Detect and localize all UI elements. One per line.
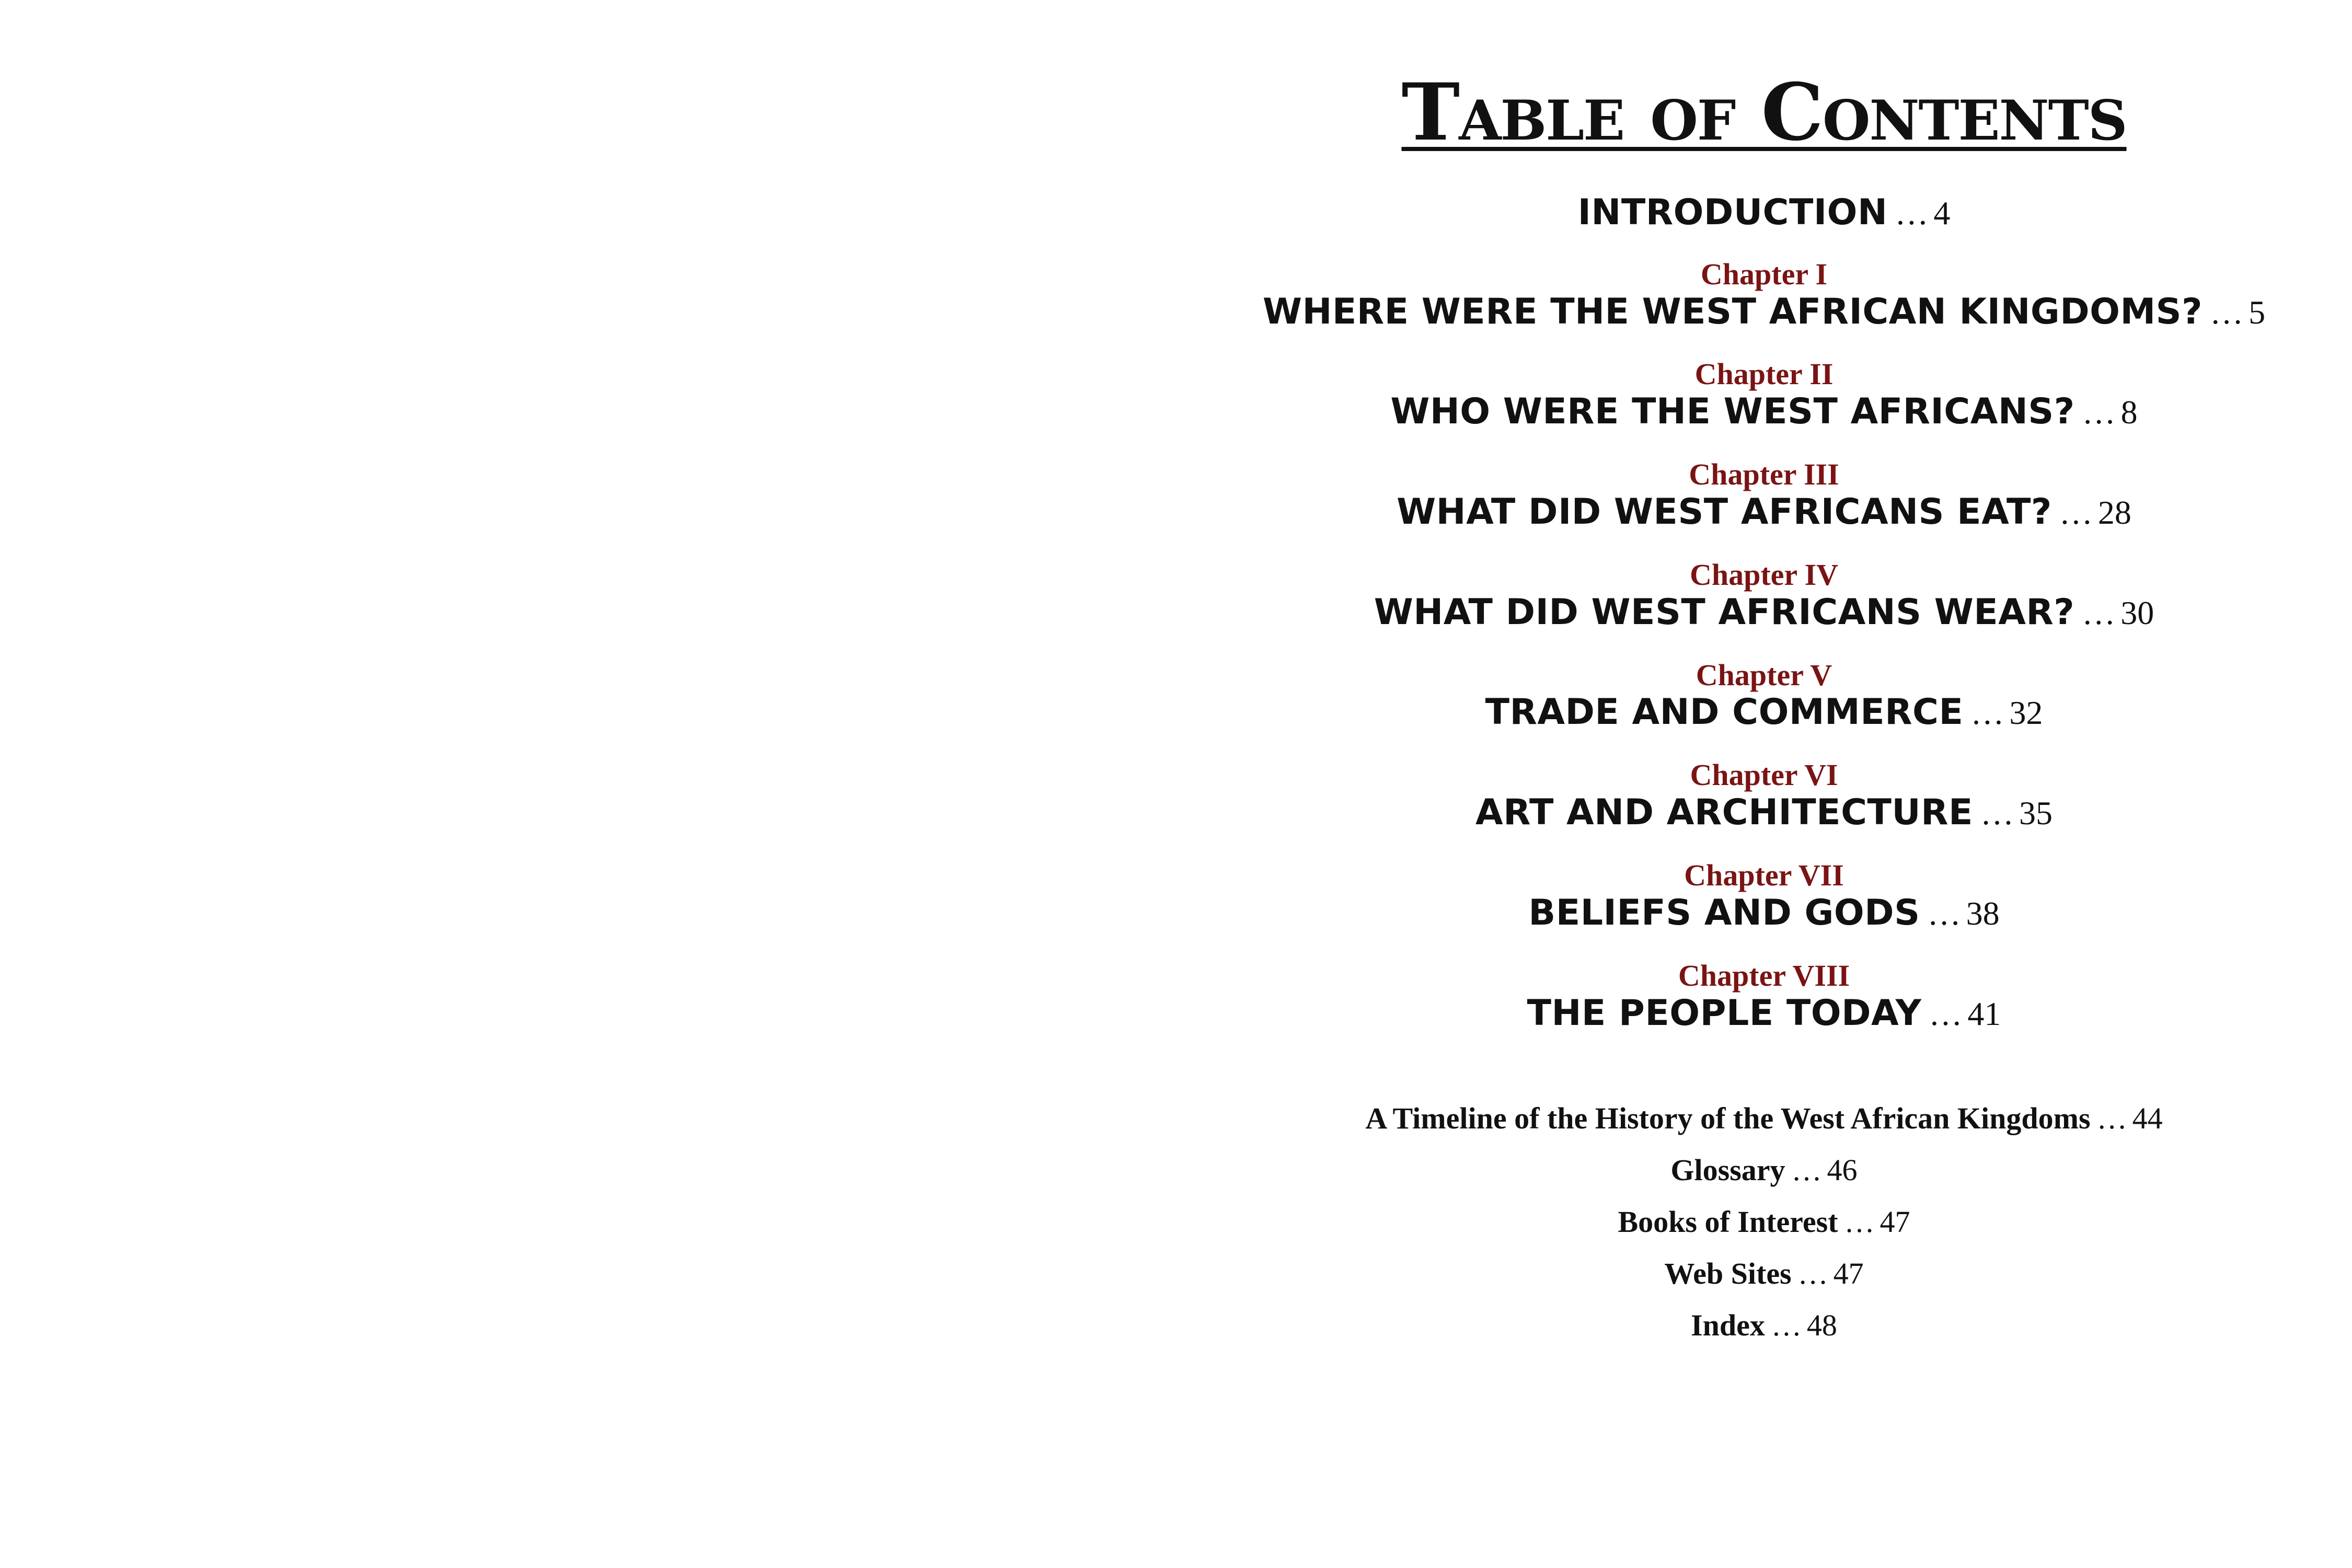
chapter-line bbox=[1527, 994, 2001, 1033]
chapter-label: Chapter IV bbox=[1689, 557, 1839, 592]
chapter-line bbox=[1374, 593, 2154, 632]
chapter-title: THE PEOPLE TODAY bbox=[1527, 992, 1922, 1034]
chapter-line bbox=[1528, 894, 1999, 933]
chapter-title: WHAT DID WEST AFRICANS EAT? bbox=[1397, 491, 2052, 533]
page-number: 44 bbox=[2132, 1101, 2163, 1136]
toc-entry-chapter-8[interactable] bbox=[1527, 960, 2001, 1033]
toc-entry-chapter-6[interactable] bbox=[1475, 759, 2053, 833]
page-number: 38 bbox=[1966, 894, 2000, 932]
table-of-contents bbox=[1176, 66, 2352, 1355]
ellipsis: … bbox=[2096, 1101, 2127, 1136]
page-number: 4 bbox=[1933, 194, 1951, 232]
ellipsis: … bbox=[1927, 894, 1961, 932]
chapter-title: WHO WERE THE WEST AFRICANS? bbox=[1390, 391, 2075, 433]
toc-entry-chapter-7[interactable] bbox=[1528, 860, 1999, 933]
chapter-line bbox=[1397, 493, 2131, 532]
page-number: 30 bbox=[2120, 594, 2154, 631]
toc-entry-introduction[interactable] bbox=[1578, 193, 1951, 233]
page-number: 8 bbox=[2120, 394, 2138, 431]
page-number: 47 bbox=[1880, 1205, 1910, 1239]
toc-entry-chapter-1[interactable] bbox=[1263, 259, 2265, 332]
introduction-title: INTRODUCTION bbox=[1577, 192, 1888, 233]
back-matter-title: Index bbox=[1691, 1308, 1765, 1343]
ellipsis: … bbox=[2210, 293, 2244, 331]
ellipsis: … bbox=[2082, 594, 2116, 631]
page-number: 41 bbox=[1967, 995, 2001, 1032]
chapter-label: Chapter I bbox=[1700, 257, 1828, 291]
toc-entry-books-of-interest[interactable] bbox=[1618, 1200, 1910, 1252]
ellipsis: … bbox=[1844, 1205, 1875, 1239]
ellipsis: … bbox=[1980, 794, 2014, 832]
ellipsis: … bbox=[1929, 995, 1963, 1032]
page-number: 32 bbox=[2009, 694, 2043, 732]
chapter-label: Chapter III bbox=[1689, 457, 1839, 492]
chapter-title: BELIEFS AND GODS bbox=[1528, 892, 1920, 933]
ellipsis: … bbox=[1791, 1153, 1822, 1187]
introduction-line bbox=[1578, 193, 1951, 233]
toc-entry-glossary[interactable] bbox=[1670, 1148, 1857, 1200]
toc-entry-chapter-2[interactable] bbox=[1390, 359, 2137, 432]
page-title: Table of Contents bbox=[1401, 66, 2127, 158]
page-number: 5 bbox=[2249, 293, 2266, 331]
chapter-label: Chapter V bbox=[1696, 658, 1832, 692]
chapter-title: WHERE WERE THE WEST AFRICAN KINGDOMS? bbox=[1262, 291, 2203, 332]
back-matter-title: Books of Interest bbox=[1618, 1205, 1838, 1239]
chapter-label: Chapter VI bbox=[1690, 758, 1838, 792]
ellipsis: … bbox=[2082, 394, 2116, 431]
page-number: 48 bbox=[1806, 1308, 1837, 1343]
chapter-label: Chapter VII bbox=[1684, 858, 1844, 892]
chapter-label: Chapter II bbox=[1694, 357, 1834, 391]
back-matter-list bbox=[1365, 1097, 2162, 1355]
ellipsis: … bbox=[1895, 194, 1929, 232]
toc-entry-chapter-4[interactable] bbox=[1374, 559, 2154, 632]
back-matter-title: Web Sites bbox=[1664, 1256, 1792, 1291]
back-matter-title: A Timeline of the History of the West African Kingdoms bbox=[1365, 1101, 2091, 1136]
chapter-line bbox=[1263, 293, 2265, 332]
page-number: 47 bbox=[1833, 1256, 1864, 1291]
ellipsis: … bbox=[1970, 694, 2004, 732]
ellipsis: … bbox=[2059, 494, 2093, 532]
chapter-line bbox=[1485, 693, 2043, 732]
toc-entry-chapter-3[interactable] bbox=[1397, 459, 2131, 532]
toc-entry-web-sites[interactable] bbox=[1664, 1252, 1863, 1304]
chapter-line bbox=[1475, 793, 2053, 833]
ellipsis: … bbox=[1797, 1256, 1828, 1291]
chapter-title: ART AND ARCHITECTURE bbox=[1475, 792, 1973, 834]
page-number: 46 bbox=[1827, 1153, 1858, 1187]
toc-entry-index[interactable] bbox=[1691, 1304, 1837, 1355]
right-page bbox=[1176, 0, 2352, 1568]
chapter-title: TRADE AND COMMERCE bbox=[1485, 691, 1964, 733]
page-number: 28 bbox=[2097, 494, 2131, 532]
toc-entry-chapter-5[interactable] bbox=[1485, 660, 2043, 733]
toc-entry-timeline[interactable] bbox=[1365, 1097, 2162, 1148]
back-matter-title: Glossary bbox=[1670, 1153, 1785, 1187]
page-number: 35 bbox=[2019, 794, 2053, 832]
ellipsis: … bbox=[1771, 1308, 1802, 1343]
chapter-title: WHAT DID WEST AFRICANS WEAR? bbox=[1374, 591, 2075, 633]
chapter-line bbox=[1390, 393, 2137, 432]
chapter-label: Chapter VIII bbox=[1678, 958, 1850, 993]
